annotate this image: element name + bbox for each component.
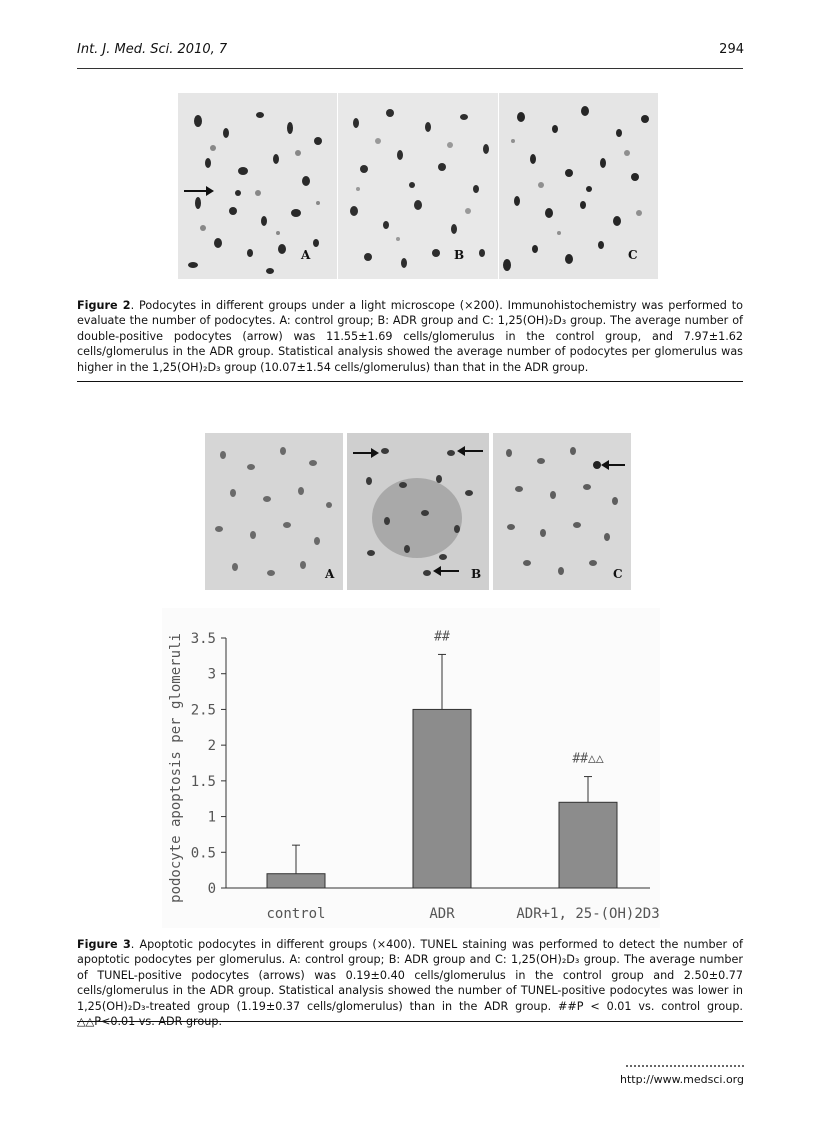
figure3-caption-rule	[77, 1021, 743, 1022]
figure3-caption-label: Figure 3	[77, 938, 131, 951]
y-tick-label: 3.5	[190, 631, 216, 647]
journal-header: Int. J. Med. Sci. 2010, 7	[77, 42, 228, 57]
figure3-panel-b	[347, 433, 489, 590]
figure2-panel-c	[499, 93, 658, 279]
y-tick-label: 3	[207, 666, 216, 683]
panel-label: A	[325, 567, 335, 581]
header-rule	[77, 68, 743, 69]
footer-url[interactable]: http://www.medsci.org	[619, 1073, 744, 1086]
bar	[559, 802, 617, 888]
significance-label: ##△△	[572, 751, 604, 767]
panel-label: C	[613, 567, 623, 581]
x-tick-label: ADR	[429, 906, 455, 922]
micrograph-image	[205, 433, 343, 590]
chart-svg	[162, 608, 660, 928]
y-tick-label: 0.5	[190, 845, 216, 862]
chart-ylabel: podocyte apoptosis per glomeruli	[168, 633, 184, 903]
figure2-caption-rule	[77, 381, 743, 382]
y-tick-label: 2.5	[190, 702, 216, 719]
panel-label: C	[628, 248, 638, 262]
figure2-caption-text: . Podocytes in different groups under a light microscope (×200). Immunohistochemistry was performed to evaluate the number of podocytes. A: control group; B: ADR group and C: 1,25(OH)₂D₃ group. The average number of double-positive podocytes (arrow) was 11.55±1.69 cells/glomerulus in the control group, and 7.97±1.62 cells/glomerulus in the ADR group. Statistical analysis showed the average number of podocytes per glomerulus was higher in the 1,25(OH)₂D₃ group (10.07±1.54 cells/glomerulus) than that in the ADR group.	[77, 299, 743, 374]
micrograph-image	[338, 93, 498, 279]
y-tick-label: 0	[207, 881, 216, 897]
apoptosis-chart	[162, 608, 660, 928]
panel-label: B	[454, 248, 465, 262]
figure2-caption	[77, 298, 743, 375]
y-tick-label: 1	[207, 809, 216, 826]
figure2-caption-label: Figure 2	[77, 299, 131, 312]
micrograph-image	[347, 433, 489, 590]
y-tick-label: 1.5	[190, 773, 216, 790]
figure2-panel-b	[338, 93, 498, 279]
page-number: 294	[719, 42, 744, 57]
x-tick-label: control	[266, 906, 326, 922]
figure3-caption-text: . Apoptotic podocytes in different groups (×400). TUNEL staining was performed to detect the number of apoptotic podocytes per glomerulus. A: control group; B: ADR group and C: 1,25(OH)₂D₃ group. The average number of TUNEL-positive podocytes (arrows) was 0.19±0.40 cells/glomerulus in the control group and 2.50±0.77 cells/glomerulus in the ADR group. Statistical analysis showed the number of TUNEL-positive podocytes was lower in 1,25(OH)₂D₃-treated group (1.19±0.37 cells/glomerulus) than in the ADR group. ##P < 0.01 vs. control group. △△P<0.01 vs. ADR group.	[77, 938, 743, 1029]
panel-label: B	[471, 567, 482, 581]
y-tick-label: 2	[207, 738, 216, 755]
micrograph-image	[493, 433, 631, 590]
panel-label: A	[301, 248, 311, 262]
x-tick-label: ADR+1, 25-(OH)2D3	[516, 906, 660, 922]
significance-label: ##	[434, 629, 450, 645]
figure3-caption	[77, 937, 743, 1029]
figure3-panel-c	[493, 433, 631, 590]
bar	[267, 874, 325, 888]
micrograph-image	[178, 93, 337, 279]
footer-dots	[626, 1065, 744, 1067]
figure2-panel-a	[178, 93, 337, 279]
figure3-panel-a	[205, 433, 343, 590]
bar	[413, 709, 471, 888]
